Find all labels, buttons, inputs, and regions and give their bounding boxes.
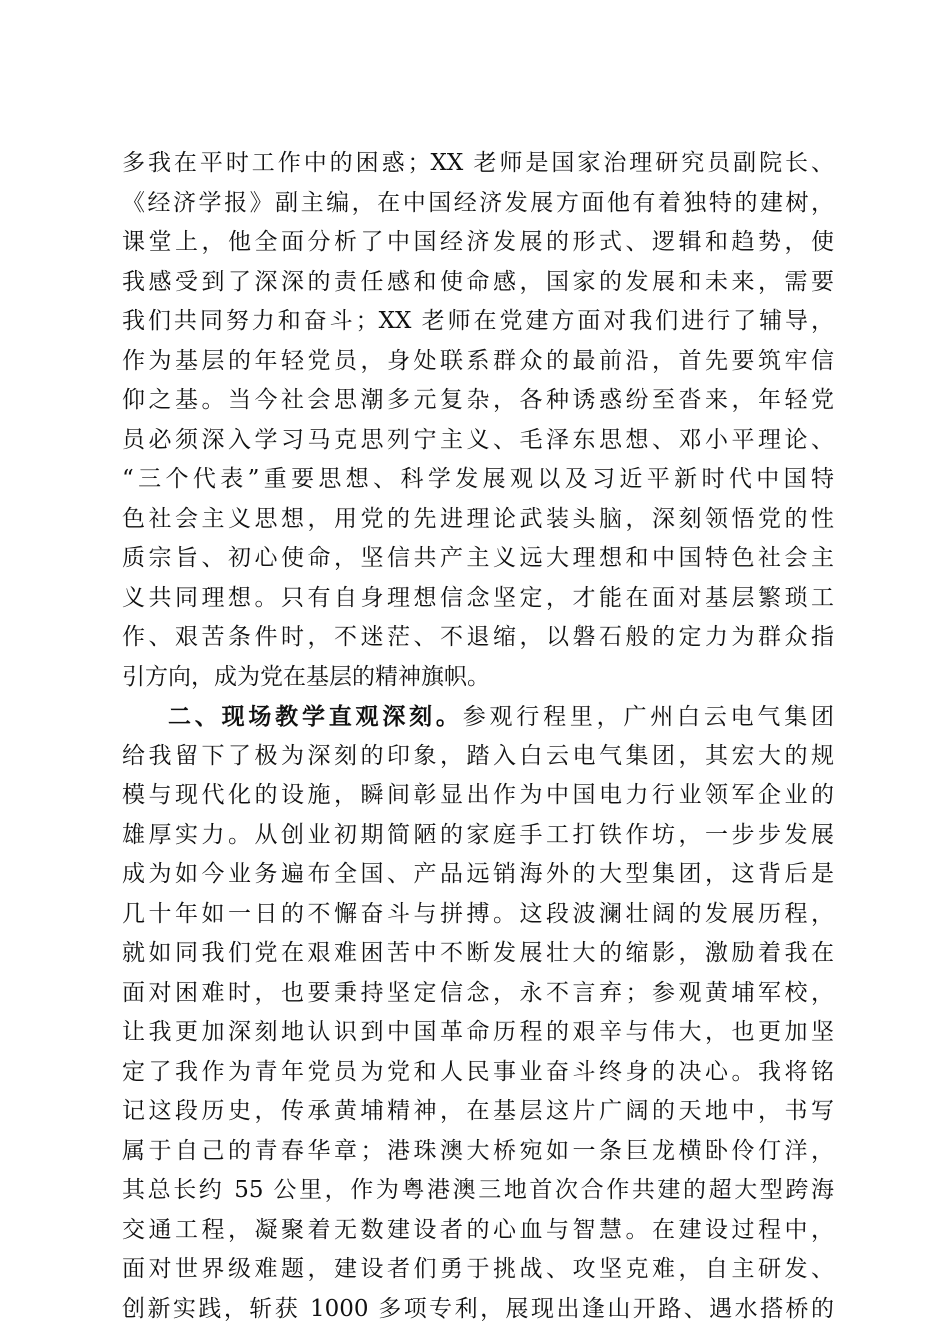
text-line: 几十年如一日的不懈奋斗与拼搏。这段波澜壮阔的发展历程， xyxy=(122,900,834,927)
body-text xyxy=(122,144,834,1329)
text-line: 其总长约 55 公里，作为粤港澳三地首次合作共建的超大型跨海 xyxy=(122,1177,834,1203)
text-line: 色社会主义思想，用党的先进理论武装头脑，深刻领悟党的性 xyxy=(122,505,834,532)
text-line: 交通工程，凝聚着无数建设者的心血与智慧。在建设过程中， xyxy=(122,1216,834,1243)
text-line: 雄厚实力。从创业初期简陋的家庭手工打铁作坊，一步步发展 xyxy=(122,821,834,848)
text-line: 多我在平时工作中的困惑；XX 老师是国家治理研究员副院长、 xyxy=(122,150,834,176)
section-heading: 二、现场教学直观深刻。 xyxy=(168,703,463,730)
text-line: 引方向，成为党在基层的精神旗帜。 xyxy=(122,663,490,690)
section-first-line xyxy=(122,697,834,737)
text-line: 面对世界级难题，建设者们勇于挑战、攻坚克难，自主研发、 xyxy=(122,1256,834,1282)
text-line: 我感受到了深深的责任感和使命感，国家的发展和未来，需要 xyxy=(122,268,834,295)
text-line: 属于自己的青春华章；港珠澳大桥宛如一条巨龙横卧伶仃洋， xyxy=(122,1137,834,1164)
text-line: 创新实践，斩获 1000 多项专利，展现出逢山开路、遇水搭桥的 xyxy=(122,1295,834,1322)
text-line: 义共同理想。只有自身理想信念坚定，才能在面对基层繁琐工 xyxy=(122,584,834,611)
text-line: 模与现代化的设施，瞬间彰显出作为中国电力行业领军企业的 xyxy=(122,782,834,808)
text-line: “三个代表”重要思想、科学发展观以及习近平新时代中国特 xyxy=(122,466,834,492)
text-line: 让我更加深刻地认识到中国革命历程的艰辛与伟大，也更加坚 xyxy=(122,1019,834,1045)
text-line: 定了我作为青年党员为党和人民事业奋斗终身的决心。我将铭 xyxy=(122,1058,834,1085)
text-line: 就如同我们党在艰难困苦中不断发展壮大的缩影，激励着我在 xyxy=(122,940,834,966)
text-line: 作、艰苦条件时，不迷茫、不退缩，以磐石般的定力为群众指 xyxy=(122,624,834,650)
text-line: 课堂上，他全面分析了中国经济发展的形式、逻辑和趋势，使 xyxy=(122,229,834,255)
text-line: 给我留下了极为深刻的印象，踏入白云电气集团，其宏大的规 xyxy=(122,742,834,769)
text-line: 员必须深入学习马克思列宁主义、毛泽东思想、邓小平理论、 xyxy=(122,426,834,453)
text-line: 记这段历史，传承黄埔精神，在基层这片广阔的天地中，书写 xyxy=(122,1098,834,1124)
text-line: 质宗旨、初心使命，坚信共产主义远大理想和中国特色社会主 xyxy=(122,545,834,571)
section-first-line-text: 参观行程里，广州白云电气集团 xyxy=(462,704,835,730)
text-line: 作为基层的年轻党员，身处联系群众的最前沿，首先要筑牢信 xyxy=(122,347,834,374)
text-line: 仰之基。当今社会思潮多元复杂，各种诱惑纷至沓来，年轻党 xyxy=(122,387,834,413)
text-line: 我们共同努力和奋斗；XX 老师在党建方面对我们进行了辅导， xyxy=(122,308,834,334)
text-line: 《经济学报》副主编，在中国经济发展方面他有着独特的建树， xyxy=(122,189,834,216)
text-line: 成为如今业务遍布全国、产品远销海外的大型集团，这背后是 xyxy=(122,861,834,887)
text-line: 面对困难时，也要秉持坚定信念，永不言弃；参观黄埔军校， xyxy=(122,979,834,1006)
